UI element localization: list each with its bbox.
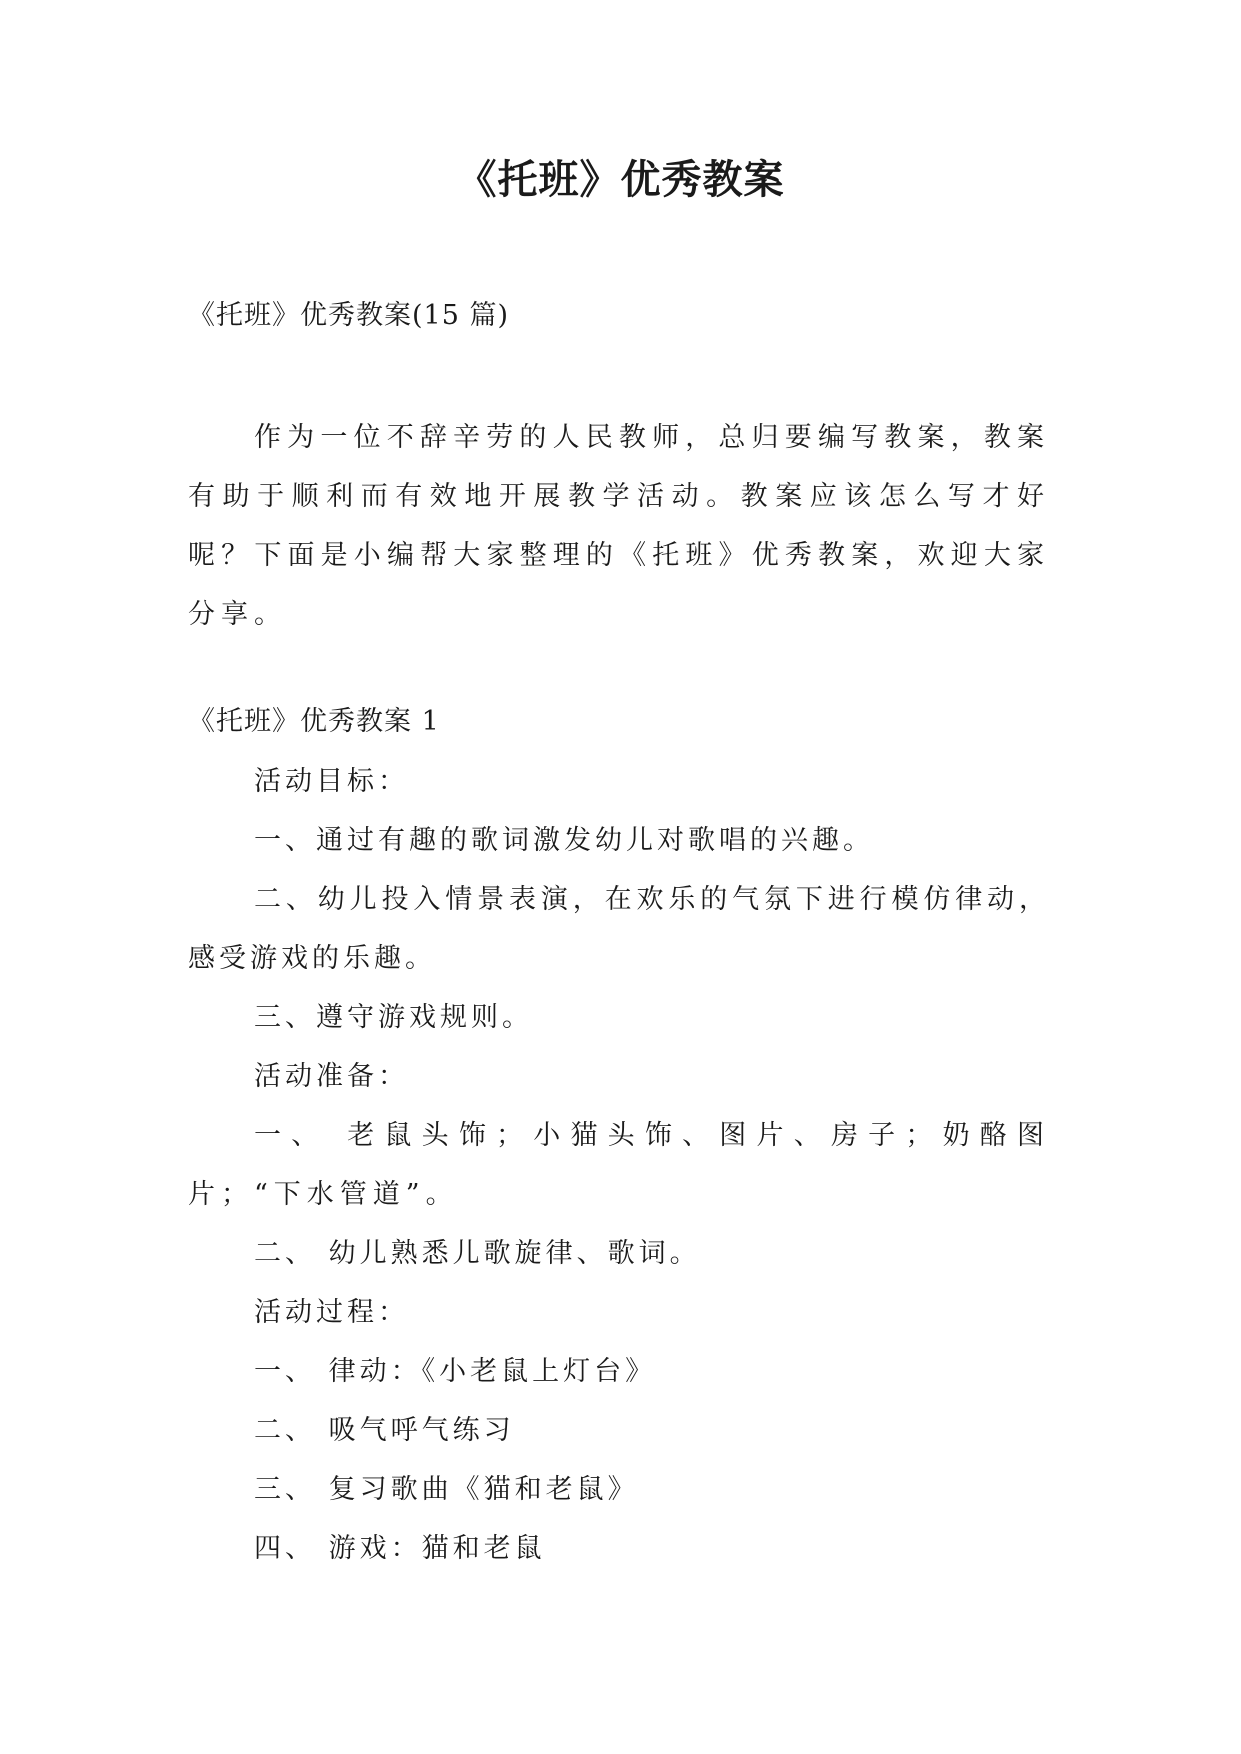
body-line-goal-2: 二、幼儿投入情景表演，在欢乐的气氛下进行模仿律动，感受游戏的乐趣。 (188, 884, 1050, 974)
body-line-process-1: 一、 律动：《小老鼠上灯台》 (254, 1356, 657, 1387)
body-line-activity-prep: 活动准备： (254, 1061, 409, 1092)
body-line-activity-process: 活动过程： (254, 1297, 409, 1328)
section-body (188, 752, 1050, 1578)
body-line-process-2: 二、 吸气呼气练习 (254, 1415, 515, 1446)
body-line-goal-3: 三、遵守游戏规则。 (254, 1002, 533, 1033)
body-line-process-4: 四、 游戏：猫和老鼠 (254, 1533, 546, 1564)
intro-paragraph: 作为一位不辞辛劳的人民教师，总归要编写教案，教案有助于顺利而有效地开展教学活动。教案应该怎么写才好呢？下面是小编帮大家整理的《托班》优秀教案，欢迎大家分享。 (188, 422, 1050, 630)
section-heading: 《托班》优秀教案 1 (188, 706, 440, 737)
body-line-prep-2: 二、 幼儿熟悉儿歌旋律、歌词。 (254, 1238, 701, 1269)
document-title: 《托班》优秀教案 (456, 157, 785, 203)
body-line-prep-1: 一、 老鼠头饰；小猫头饰、图片、房子；奶酪图片；“下水管道”。 (188, 1120, 1050, 1210)
body-line-process-3: 三、 复习歌曲《猫和老鼠》 (254, 1474, 639, 1505)
body-line-activity-goals: 活动目标： (254, 766, 409, 797)
document-subtitle: 《托班》优秀教案(15 篇) (188, 300, 510, 331)
body-line-goal-1: 一、通过有趣的歌词激发幼儿对歌唱的兴趣。 (254, 825, 874, 856)
